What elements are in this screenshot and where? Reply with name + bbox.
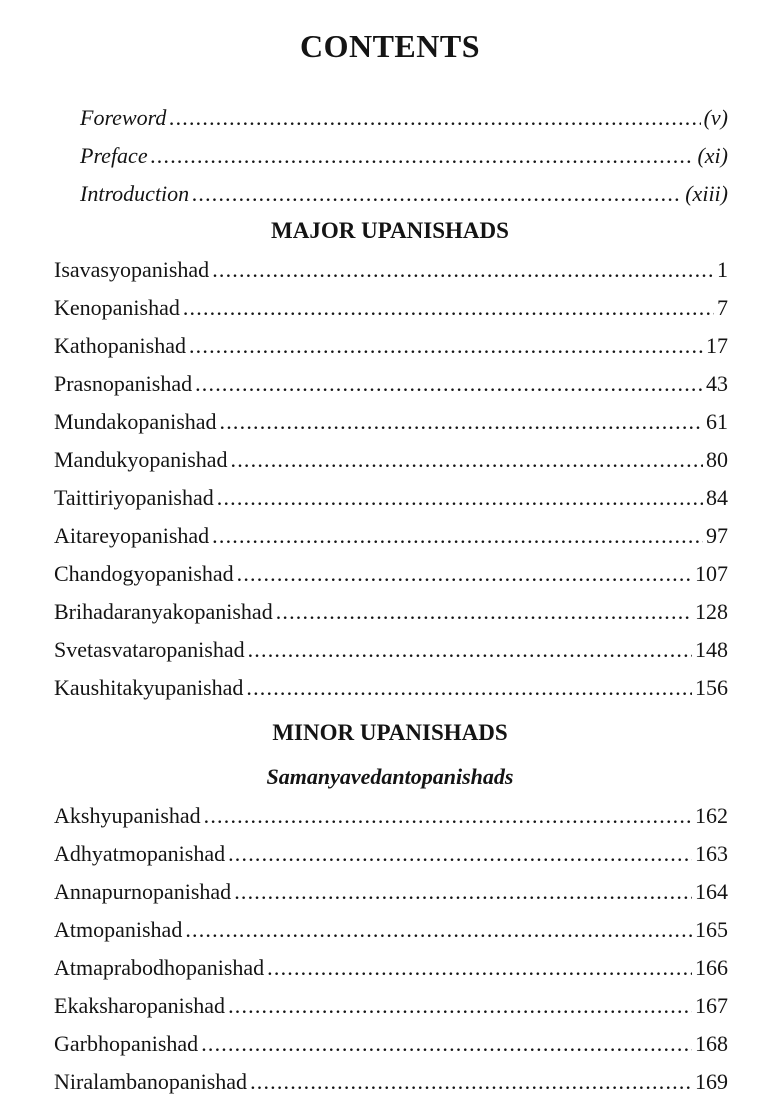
toc-entry-name: Prasnopanishad	[54, 371, 193, 396]
toc-entry-name: Taittiriyopanishad	[54, 485, 214, 510]
toc-entry-page: 148	[695, 637, 728, 662]
dot-leader	[212, 522, 703, 550]
dot-leader	[183, 294, 714, 322]
dot-leader	[204, 802, 692, 830]
toc-entry[interactable]	[54, 408, 728, 436]
dot-leader	[195, 370, 703, 398]
toc-entry-name: Foreword	[80, 105, 167, 130]
toc-entry[interactable]	[54, 560, 728, 588]
dot-leader	[276, 598, 692, 626]
section-heading-major: MAJOR UPANISHADS	[271, 218, 509, 243]
toc-entry[interactable]	[54, 598, 728, 626]
toc-entry-name: Annapurnopanishad	[54, 879, 232, 904]
toc-entry-page: (xiii)	[685, 181, 728, 206]
toc-entry[interactable]	[54, 484, 728, 512]
toc-entry[interactable]	[54, 1068, 728, 1096]
toc-entry[interactable]	[54, 878, 728, 906]
toc-entry-page: 128	[695, 599, 728, 624]
toc-entry-page: 7	[717, 295, 728, 320]
toc-entry-page: 167	[695, 993, 728, 1018]
dot-leader	[220, 408, 703, 436]
toc-entry-name: Garbhopanishad	[54, 1031, 199, 1056]
dot-leader	[248, 636, 692, 664]
toc-entry-page: 163	[695, 841, 728, 866]
toc-entry[interactable]	[54, 916, 728, 944]
toc-entry[interactable]	[54, 802, 728, 830]
dot-leader	[185, 916, 692, 944]
toc-entry[interactable]	[54, 840, 728, 868]
dot-leader	[228, 992, 692, 1020]
toc-entry-name: Akshyupanishad	[54, 803, 201, 828]
toc-entry-name: Brihadaranyakopanishad	[54, 599, 273, 624]
toc-entry-name: Preface	[80, 143, 148, 168]
toc-entry-name: Introduction	[80, 181, 190, 206]
toc-entry-page: 169	[695, 1069, 728, 1094]
toc-entry-name: Isavasyopanishad	[54, 257, 210, 282]
toc-entry-preface[interactable]	[80, 142, 728, 170]
toc-entry-page: 43	[706, 371, 728, 396]
toc-entry-page: (v)	[703, 105, 728, 130]
toc-entry[interactable]	[54, 256, 728, 284]
toc-entry-name: Niralambanopanishad	[54, 1069, 248, 1094]
dot-leader	[192, 180, 682, 208]
toc-entry-page: 156	[695, 675, 728, 700]
dot-leader	[267, 954, 692, 982]
dot-leader	[212, 256, 714, 284]
toc-entry[interactable]	[54, 294, 728, 322]
toc-entry-page: 17	[706, 333, 728, 358]
toc-entry-name: Mandukyopanishad	[54, 447, 228, 472]
dot-leader	[169, 104, 700, 132]
toc-entry-page: 166	[695, 955, 728, 980]
toc-entry-page: 84	[706, 485, 728, 510]
toc-entry[interactable]	[54, 674, 728, 702]
dot-leader	[250, 1068, 692, 1096]
toc-entry-foreword[interactable]	[80, 104, 728, 132]
section-subheading: Samanyavedantopanishads	[266, 764, 514, 789]
toc-entry-name: Kenopanishad	[54, 295, 180, 320]
toc-entry-introduction[interactable]	[80, 180, 728, 208]
toc-entry-page: 107	[695, 561, 728, 586]
section-heading-minor: MINOR UPANISHADS	[272, 720, 508, 745]
toc-entry[interactable]	[54, 522, 728, 550]
toc-entry-page: 1	[717, 257, 728, 282]
toc-entry-page: 165	[695, 917, 728, 942]
dot-leader	[228, 840, 692, 868]
toc-entry-name: Aitareyopanishad	[54, 523, 210, 548]
dot-leader	[246, 674, 692, 702]
toc-entry-page: 162	[695, 803, 728, 828]
toc-entry-name: Svetasvataropanishad	[54, 637, 245, 662]
dot-leader	[231, 446, 703, 474]
toc-entry[interactable]	[54, 370, 728, 398]
dot-leader	[217, 484, 703, 512]
dot-leader	[201, 1030, 692, 1058]
toc-entry[interactable]	[54, 1030, 728, 1058]
toc-entry-name: Atmaprabodhopanishad	[54, 955, 265, 980]
page-title: CONTENTS	[299, 28, 481, 64]
toc-entry-name: Chandogyopanishad	[54, 561, 234, 586]
toc-entry-page: 168	[695, 1031, 728, 1056]
toc-entry-page: 80	[706, 447, 728, 472]
toc-entry-name: Kathopanishad	[54, 333, 186, 358]
toc-entry-page: (xi)	[697, 143, 728, 168]
dot-leader	[151, 142, 695, 170]
dot-leader	[237, 560, 692, 588]
toc-entry[interactable]	[54, 992, 728, 1020]
toc-entry-name: Mundakopanishad	[54, 409, 217, 434]
toc-entry[interactable]	[54, 332, 728, 360]
toc-entry-name: Ekaksharopanishad	[54, 993, 226, 1018]
toc-entry-name: Atmopanishad	[54, 917, 183, 942]
toc-entry[interactable]	[54, 446, 728, 474]
toc-entry-page: 61	[706, 409, 728, 434]
toc-entry-name: Kaushitakyupanishad	[54, 675, 244, 700]
dot-leader	[189, 332, 703, 360]
toc-entry[interactable]	[54, 954, 728, 982]
toc-entry-name: Adhyatmopanishad	[54, 841, 226, 866]
toc-entry-page: 164	[695, 879, 728, 904]
dot-leader	[234, 878, 692, 906]
toc-entry-page: 97	[706, 523, 728, 548]
toc-entry[interactable]	[54, 636, 728, 664]
